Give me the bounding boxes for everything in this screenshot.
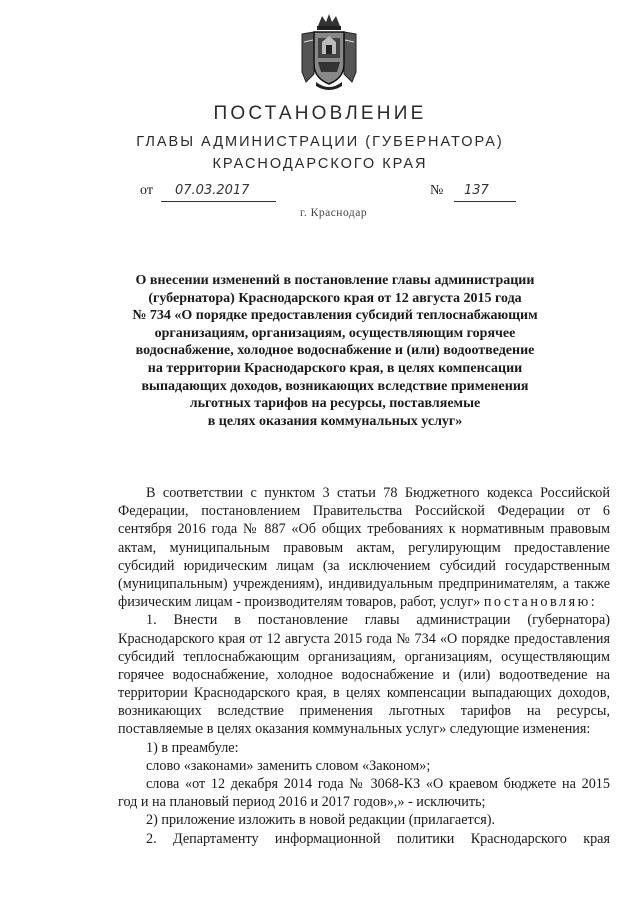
body-line: слово «законами» заменить словом «Законом»; [146, 757, 431, 774]
issuer-line-1: ГЛАВЫ АДМИНИСТРАЦИИ (ГУБЕРНАТОРА) [136, 134, 504, 150]
body-line: В соответствии с пунктом 3 статьи 78 Бюджетного кодекса Российской [146, 485, 610, 501]
body-line: (муниципальным) учреждениям), индивидуальным предпринимателям, а также [118, 575, 610, 592]
subject-line: выпадающих доходов, возникающих вследствие применения [141, 378, 529, 394]
subject-line: льготных тарифов на ресурсы, поставляемые [189, 396, 481, 412]
body-line: 1) в преамбуле: [146, 739, 239, 756]
subject-line: (губернатора) Краснодарского края от 12 августа 2015 года [148, 290, 522, 306]
body-line: субсидий теплоснабжающим организациям, организациям, осуществляющим [118, 648, 610, 665]
body-line: поставляемые в целях оказания коммунальных услуг» следующие изменения: [118, 721, 591, 738]
date-field: 07.03.2017 [161, 181, 276, 202]
body-line: возникающих вследствие применения льготных тарифов на ресурсы, [118, 703, 610, 720]
resolution-word: постановляю: [483, 594, 598, 611]
subject-line: О внесении изменений в постановление главы администрации [135, 273, 535, 288]
document-subject [100, 272, 570, 430]
body-line: 1. Внести в постановление главы администрации (губернатора) [146, 612, 610, 629]
date-label: от [140, 183, 153, 198]
body-line: 2. Департаменту информационной политики Краснодарского края [146, 830, 610, 847]
coat-of-arms-icon [296, 12, 362, 94]
body-line: горячее водоснабжение, холодное водоснабжение и (или) водоотведение на [118, 666, 610, 683]
body-line: субсидий юридическим лицам (за исключением субсидий государственным [118, 557, 610, 574]
document-type-title: ПОСТАНОВЛЕНИЕ [213, 103, 427, 124]
body-line: Краснодарского края от 12 августа 2015 года № 734 «О порядке предоставления [118, 630, 610, 647]
document-body [118, 484, 610, 848]
subject-line: на территории Краснодарского края, в целях компенсации [147, 360, 523, 376]
body-line: 2) приложение изложить в новой редакции (прилагается). [146, 812, 495, 829]
body-line: Федерации, постановлением Правительства Российской Федерации от 6 [118, 503, 610, 520]
body-line: сентября 2016 года № 887 «Об общих требованиях к нормативным правовым [118, 521, 610, 538]
subject-line: № 734 «О порядке предоставления субсидий теплоснабжающим [132, 308, 538, 324]
number-field: 137 [454, 181, 516, 202]
body-line: слова «от 12 декабря 2014 года № 3068-КЗ «О краевом бюджете на 2015 [146, 776, 610, 792]
body-line: территории Краснодарского края, в целях компенсации выпадающих доходов, [118, 685, 610, 702]
body-line: актам, муниципальным правовым актам, регулирующим предоставление [118, 539, 610, 556]
body-line-resolution [118, 593, 610, 611]
subject-line: водоснабжение, холодное водоснабжение и (или) водоотведение [135, 343, 535, 359]
subject-line: в целях оказания коммунальных услуг» [207, 413, 463, 429]
subject-line: организациям, организациям, осуществляющим горячее [154, 325, 516, 341]
number-label: № [430, 183, 444, 198]
body-line-text: физическим лицам - производителям товаров, работ, услуг» [118, 594, 481, 611]
body-line: год и на плановый период 2016 и 2017 годов»,» - исключить; [118, 794, 486, 811]
issuer-line-2: КРАСНОДАРСКОГО КРАЯ [212, 156, 428, 172]
city-label: г. Краснодар [300, 207, 368, 219]
